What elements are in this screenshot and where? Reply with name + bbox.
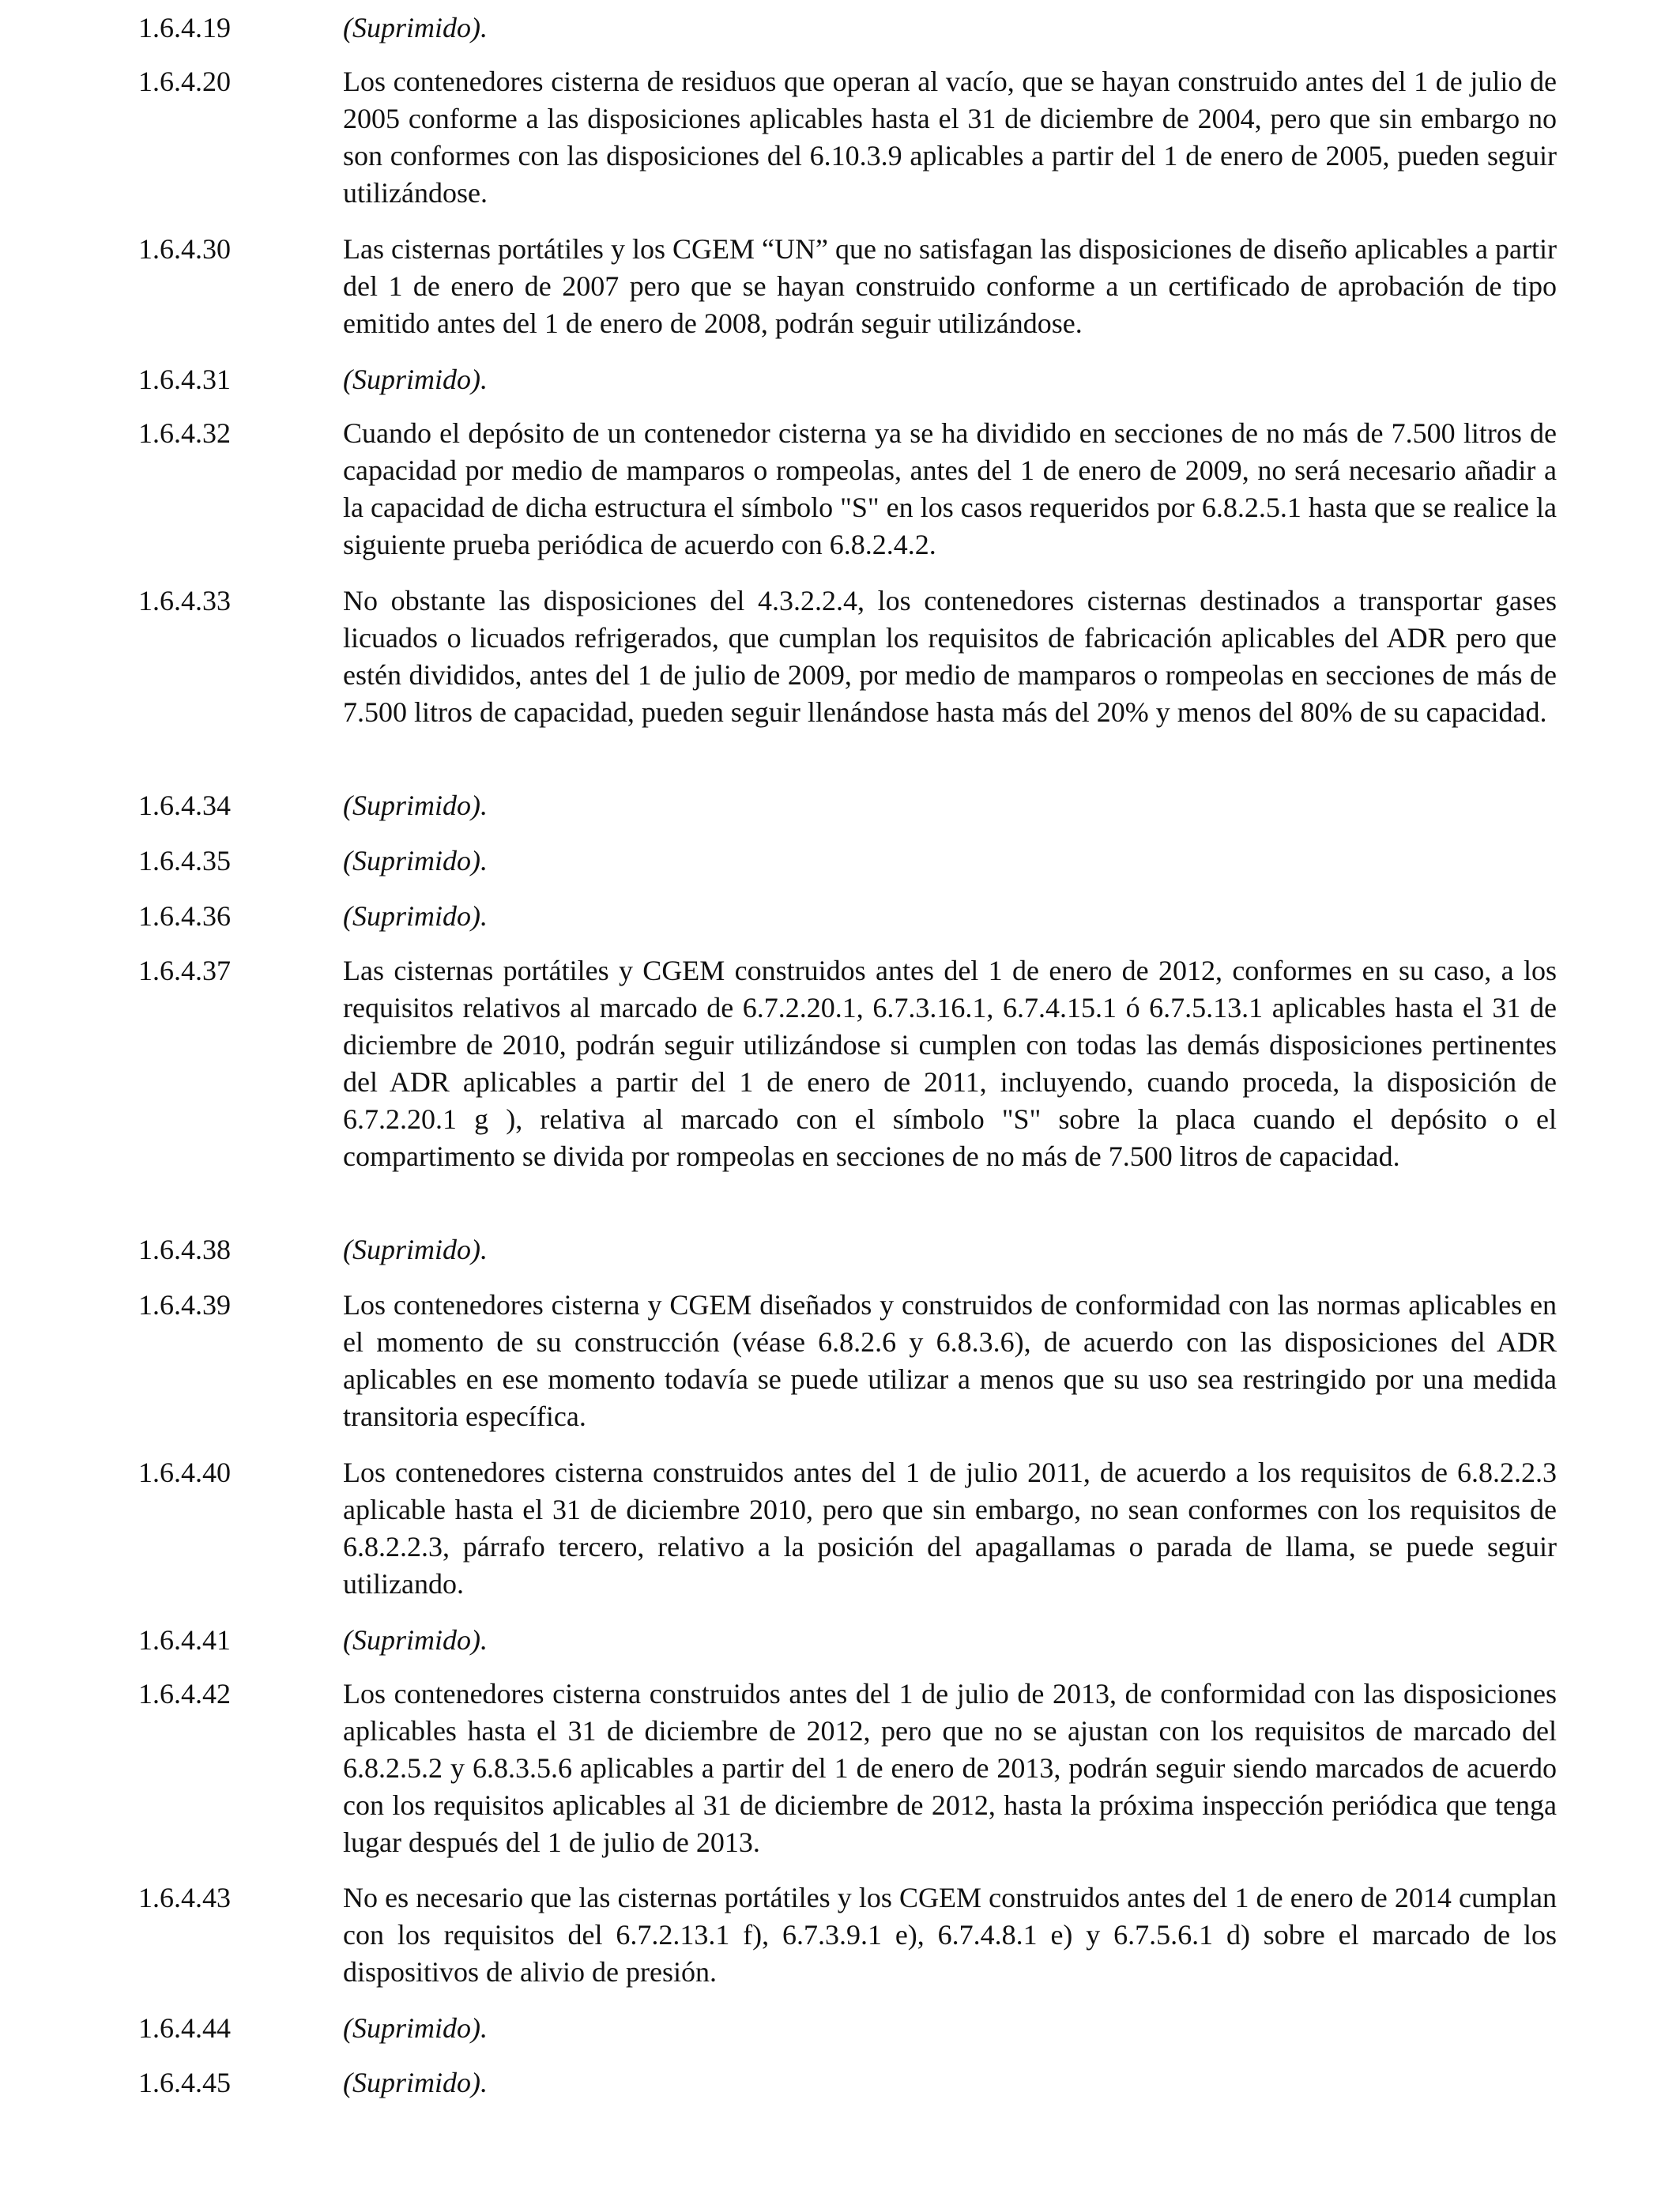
paragraph-text: (Suprimido). bbox=[343, 12, 488, 43]
paragraph-text: Los contenedores cisterna construidos antes del 1 de julio de 2013, de conformidad con las disposiciones aplicables hasta el 31 de diciembre de 2012, pero que no se ajustan con los requisitos de marcado del 6.8.2.5.2 y 6.8.3.5.6 aplicables a partir del 1 de enero de 2013, podrán seguir siendo marcados de acuerdo con los requisitos aplicables al 31 de diciembre de 2012, hasta la próxima inspección periódica que tenga lugar después del 1 de julio de 2013. bbox=[343, 1678, 1557, 1858]
paragraph-number: 1.6.4.43 bbox=[138, 1882, 231, 1913]
paragraph-text: (Suprimido). bbox=[343, 900, 488, 932]
paragraph-number: 1.6.4.42 bbox=[138, 1678, 231, 1710]
paragraph-number: 1.6.4.38 bbox=[138, 1234, 231, 1265]
paragraph-text: (Suprimido). bbox=[343, 790, 488, 821]
paragraph-text: Los contenedores cisterna y CGEM diseñados y construidos de conformidad con las normas aplicables en el momento de su construcción (véase 6.8.2.6 y 6.8.3.6), de acuerdo con las disposiciones del ADR aplicables en ese momento todavía se puede utilizar a menos que su uso sea restringido por una medida transitoria específica. bbox=[343, 1289, 1557, 1432]
paragraph-text: No es necesario que las cisternas portátiles y los CGEM construidos antes del 1 de enero de 2014 cumplan con los requisitos del 6.7.2.13.1 f), 6.7.3.9.1 e), 6.7.4.8.1 e) y 6.7.5.6.1 d) sobre el marcado de los dispositivos de alivio de presión. bbox=[343, 1882, 1557, 1988]
paragraph-text: (Suprimido). bbox=[343, 364, 488, 395]
paragraph-text: (Suprimido). bbox=[343, 2067, 488, 2098]
paragraph-text: Las cisternas portátiles y los CGEM “UN” que no satisfagan las disposiciones de diseño aplicables a partir del 1 de enero de 2007 pero que se hayan construido conforme a un certificado de aprobación de tipo emitido antes del 1 de enero de 2008, podrán seguir utilizándose. bbox=[343, 233, 1557, 339]
paragraph-text: Los contenedores cisterna construidos antes del 1 de julio 2011, de acuerdo a los requisitos de 6.8.2.2.3 aplicable hasta el 31 de diciembre 2010, pero que sin embargo, no sean conformes con los requisitos de 6.8.2.2.3, párrafo tercero, relativo a la posición del apagallamas o parada de llama, se puede seguir utilizando. bbox=[343, 1457, 1557, 1600]
paragraph-number: 1.6.4.34 bbox=[138, 790, 231, 821]
paragraph-text: (Suprimido). bbox=[343, 845, 488, 876]
paragraph-text: Los contenedores cisterna de residuos que operan al vacío, que se hayan construido antes del 1 de julio de 2005 conforme a las disposiciones aplicables hasta el 31 de diciembre de 2004, pero que sin embargo no son conformes con las disposiciones del 6.10.3.9 aplicables a partir del 1 de enero de 2005, pueden seguir utilizándose. bbox=[343, 66, 1557, 209]
paragraph-number: 1.6.4.44 bbox=[138, 2012, 231, 2044]
paragraph-number: 1.6.4.31 bbox=[138, 364, 231, 395]
paragraph-text: No obstante las disposiciones del 4.3.2.2.4, los contenedores cisternas destinados a transportar gases licuados o licuados refrigerados, que cumplan los requisitos de fabricación aplicables del ADR pero que estén divididos, antes del 1 de julio de 2009, por medio de mamparos o rompeolas en secciones de más de 7.500 litros de capacidad, pueden seguir llenándose hasta más del 20% y menos del 80% de su capacidad. bbox=[343, 585, 1557, 728]
paragraph-number: 1.6.4.33 bbox=[138, 585, 231, 616]
paragraph-number: 1.6.4.40 bbox=[138, 1457, 231, 1488]
paragraph-number: 1.6.4.41 bbox=[138, 1624, 231, 1656]
paragraph-number: 1.6.4.20 bbox=[138, 66, 231, 97]
paragraph-text: Las cisternas portátiles y CGEM construidos antes del 1 de enero de 2012, conformes en su caso, a los requisitos relativos al marcado de 6.7.2.20.1, 6.7.3.16.1, 6.7.4.15.1 ó 6.7.5.13.1 aplicables hasta el 31 de diciembre de 2010, podrán seguir utilizándose si cumplen con todas las demás disposiciones pertinentes del ADR aplicables a partir del 1 de enero de 2011, incluyendo, cuando proceda, la disposición de 6.7.2.20.1 g ), relativa al marcado con el símbolo "S" sobre la placa cuando el depósito o el compartimento se divida por rompeolas en secciones de no más de 7.500 litros de capacidad. bbox=[343, 955, 1557, 1172]
paragraph-text: (Suprimido). bbox=[343, 2012, 488, 2044]
paragraph-number: 1.6.4.32 bbox=[138, 417, 231, 449]
paragraph-number: 1.6.4.37 bbox=[138, 955, 231, 986]
paragraph-text: (Suprimido). bbox=[343, 1234, 488, 1265]
paragraph-number: 1.6.4.19 bbox=[138, 12, 231, 43]
paragraph-number: 1.6.4.35 bbox=[138, 845, 231, 876]
paragraph-number: 1.6.4.45 bbox=[138, 2067, 231, 2098]
paragraph-text: Cuando el depósito de un contenedor cisterna ya se ha dividido en secciones de no más de 7.500 litros de capacidad por medio de mamparos o rompeolas, antes del 1 de enero de 2009, no será necesario añadir a la capacidad de dicha estructura el símbolo "S" en los casos requeridos por 6.8.2.5.1 hasta que se realice la siguiente prueba periódica de acuerdo con 6.8.2.4.2. bbox=[343, 417, 1557, 560]
paragraph-number: 1.6.4.36 bbox=[138, 900, 231, 932]
paragraph-number: 1.6.4.30 bbox=[138, 233, 231, 265]
paragraph-text: (Suprimido). bbox=[343, 1624, 488, 1656]
paragraph-number: 1.6.4.39 bbox=[138, 1289, 231, 1321]
